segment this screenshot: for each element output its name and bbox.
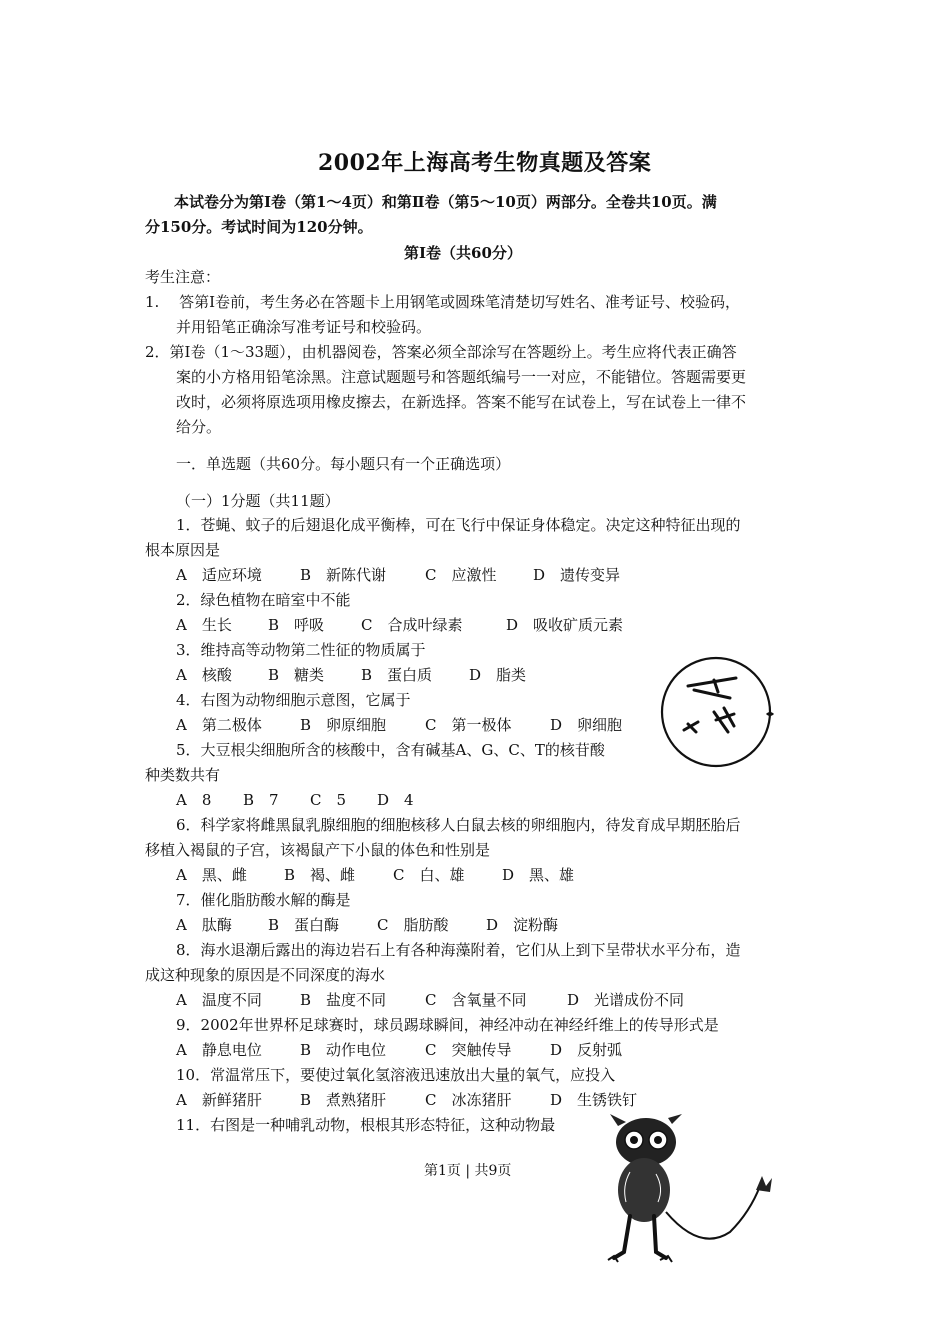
notice-item-2-line-2: 案的小方格用铅笔涂黑。注意试题题号和答题纸编号一一对应，不能错位。答题需要更 [176, 368, 747, 386]
option-d: D 脂类 [469, 666, 527, 684]
question-8-line-1: 8．海水退潮后露出的海边岩石上有各种海藻附着，它们从上到下呈带状水平分布，造 [176, 941, 741, 959]
option-b: B 动作电位 [300, 1041, 387, 1059]
question-1-line-1: 1．苍蝇、蚊子的后翅退化成平衡棒，可在飞行中保证身体稳定。决定这种特征出现的 [176, 516, 741, 534]
option-a: A 第二极体 [176, 716, 262, 734]
notice-label: 考生注意： [145, 268, 221, 286]
option-a: A 静息电位 [176, 1041, 262, 1059]
option-c: C 白、雄 [393, 866, 465, 884]
question-8-line-2: 成这种现象的原因是不同深度的海水 [145, 966, 386, 984]
option-b: B 蛋白酶 [268, 916, 340, 934]
tarsier-animal-figure [600, 1112, 775, 1267]
option-b: B 呼吸 [268, 616, 325, 634]
question-7-options [176, 918, 558, 933]
option-c: C 应激性 [425, 566, 497, 584]
question-6-options [176, 868, 574, 883]
question-9-line-1: 9．2002年世界杯足球赛时，球员踢球瞬间，神经冲动在神经纤维上的传导形式是 [176, 1016, 719, 1034]
option-d: D 生锈铁钉 [550, 1091, 638, 1109]
option-b: B 煮熟猪肝 [300, 1091, 387, 1109]
option-a: A 新鲜猪肝 [176, 1091, 262, 1109]
page-title: 2002年上海高考生物真题及答案 [318, 150, 652, 176]
option-d: D 4 [377, 791, 414, 809]
question-4-options [176, 718, 622, 733]
option-d: D 卵细胞 [550, 716, 623, 734]
option-b: B 7 [243, 791, 279, 809]
option-c: C 冰冻猪肝 [425, 1091, 512, 1109]
notice-item-1-line-2: 并用铅笔正确涂写准考证号和校验码。 [176, 318, 432, 336]
page-footer: 第1页 | 共9页 [424, 1163, 512, 1179]
cell-diagram-figure [654, 652, 784, 772]
question-6-line-2: 移植入褐鼠的子宫，该褐鼠产下小鼠的体色和性别是 [145, 841, 491, 859]
question-1-options [176, 568, 620, 583]
option-c: C 含氧量不同 [425, 991, 527, 1009]
question-5-line-2: 种类数共有 [145, 766, 221, 784]
option-c: C 突触传导 [425, 1041, 512, 1059]
option-d: D 淀粉酶 [486, 916, 559, 934]
part1-heading: 一．单选题（共60分。每小题只有一个正确选项） [176, 455, 511, 473]
question-2-line-1: 2．绿色植物在暗室中不能 [176, 591, 351, 609]
option-d: D 黑、雄 [502, 866, 575, 884]
option-b: B 卵原细胞 [300, 716, 387, 734]
question-2-options [176, 618, 623, 633]
intro-line-1: 本试卷分为第Ⅰ卷（第1～4页）和第Ⅱ卷（第5～10页）两部分。全卷共10页。满 [174, 193, 717, 211]
option-a: A 生长 [176, 616, 232, 634]
section-heading: 第Ⅰ卷（共60分） [404, 244, 522, 262]
option-b: B 盐度不同 [300, 991, 387, 1009]
option-c: C 5 [310, 791, 347, 809]
question-10-options [176, 1093, 637, 1108]
question-4-line-1: 4．右图为动物细胞示意图，它属于 [176, 691, 411, 709]
notice-item-2-line-3: 改时，必须将原选项用橡皮擦去，在新选择。答案不能写在试卷上，写在试卷上一律不 [176, 393, 747, 411]
option-a: A 核酸 [176, 666, 232, 684]
option-a: A 肽酶 [176, 916, 232, 934]
question-5-options [176, 793, 414, 808]
notice-item-2-line-1: 2．第Ⅰ卷（1～33题），由机器阅卷，答案必须全部涂写在答题纷上。考生应将代表正确答 [145, 343, 737, 361]
question-7-line-1: 7．催化脂肪酸水解的酶是 [176, 891, 351, 909]
option-c: C 合成叶绿素 [361, 616, 463, 634]
notice-item-2-line-4: 给分。 [176, 418, 222, 436]
option-d: D 吸收矿质元素 [506, 616, 624, 634]
question-10-line-1: 10．常温常压下，要使过氧化氢溶液迅速放出大量的氧气，应投入 [176, 1066, 616, 1084]
option-c: C 第一极体 [425, 716, 512, 734]
option-a: A 适应环境 [176, 566, 262, 584]
question-6-line-1: 6．科学家将雌黑鼠乳腺细胞的细胞核移人白鼠去核的卵细胞内，待发育成早期胚胎后 [176, 816, 741, 834]
question-9-options [176, 1043, 622, 1058]
option-b: B 新陈代谢 [300, 566, 387, 584]
question-3-line-1: 3．维持高等动物第二性征的物质属于 [176, 641, 426, 659]
option-a: A 8 [176, 791, 212, 809]
option-d: D 遗传变异 [533, 566, 621, 584]
option-d: D 反射弧 [550, 1041, 623, 1059]
question-5-line-1: 5．大豆根尖细胞所含的核酸中，含有碱基A、G、C、T的核苷酸 [176, 741, 605, 759]
question-11-line-1: 11．右图是一种哺乳动物，根根其形态特征，这种动物最 [176, 1116, 556, 1134]
question-8-options [176, 993, 684, 1008]
sub1-heading: （一）1分题（共11题） [176, 492, 340, 510]
option-b: B 糖类 [268, 666, 325, 684]
option-c: B 蛋白质 [361, 666, 433, 684]
option-a: A 温度不同 [176, 991, 262, 1009]
question-1-line-2: 根本原因是 [145, 541, 221, 559]
option-d: D 光谱成份不同 [567, 991, 685, 1009]
intro-line-2: 分150分。考试时间为120分钟。 [145, 218, 373, 236]
option-a: A 黑、雌 [176, 866, 247, 884]
question-3-options [176, 668, 526, 683]
option-c: C 脂肪酸 [377, 916, 449, 934]
option-b: B 褐、雌 [284, 866, 356, 884]
notice-item-1-line-1: 1. 答第Ⅰ卷前，考生务必在答题卡上用钢笔或圆珠笔清楚切写姓名、准考证号、校验码， [145, 293, 741, 311]
